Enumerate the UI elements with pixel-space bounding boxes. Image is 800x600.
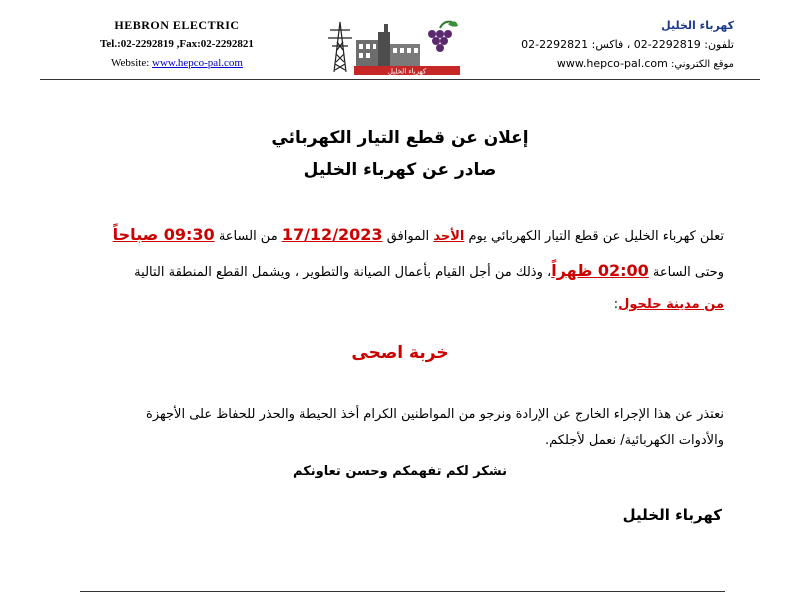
notice-subtitle: صادر عن كهرباء الخليل — [303, 160, 497, 180]
notice-line-1 — [74, 225, 724, 244]
website-line-en — [62, 54, 292, 73]
company-logo — [318, 14, 464, 76]
footer-divider — [80, 591, 725, 592]
line2-text-b: ، وذلك من أجل القيام بأعمال الصيانة والتطوير ، ويشمل القطع المنطقة التالية — [134, 265, 552, 280]
logo-caption: كهرباء الخليل — [387, 67, 427, 76]
outage-location: خربة اصحى — [351, 343, 449, 363]
outage-day: الأحد — [433, 229, 465, 244]
end-time: 02:00 ظهراً — [551, 261, 649, 280]
website-line-ar — [494, 54, 734, 74]
outage-date: 17/12/2023 — [281, 225, 383, 244]
apology-line-2: والأدوات الكهربائية/ نعمل لأجلكم. — [545, 433, 724, 448]
header-english — [62, 16, 292, 73]
area-intro: من مدينة حلحول — [618, 297, 724, 312]
apology-line-1: نعتذر عن هذا الإجراء الخارج عن الإرادة ونرجو من المواطنين الكرام أخذ الحيطة والحذر للحفاظ على الأجهزة — [146, 407, 724, 422]
website-label-en: Website: — [111, 57, 153, 69]
header-divider — [40, 79, 760, 80]
start-time: 09:30 صباحاً — [112, 225, 215, 244]
header-arabic — [494, 16, 734, 74]
line1-text-a: تعلن كهرباء الخليل عن قطع التيار الكهربائي يوم — [464, 229, 724, 244]
notice-line-3 — [74, 297, 724, 312]
line2-text-a: وحتى الساعة — [648, 265, 724, 280]
line1-text-c: من الساعة — [214, 229, 282, 244]
company-name-en: HEBRON ELECTRIC — [114, 18, 240, 32]
website-link-en[interactable]: www.hepco-pal.com — [152, 57, 243, 69]
website-ar: www.hepco-pal.com — [556, 57, 668, 70]
notice-title: إعلان عن قطع التيار الكهربائي — [271, 128, 529, 148]
website-label-ar: موقع الكتروني: — [667, 59, 734, 70]
line1-text-b: الموافق — [382, 229, 434, 244]
phone-fax-en: Tel.:02-2292819 ,Fax:02-2292821 — [100, 38, 254, 50]
thanks-line: نشكر لكم تفهمكم وحسن تعاونكم — [293, 464, 507, 479]
notice-line-2 — [74, 261, 724, 280]
area-colon: : — [613, 297, 619, 312]
company-name-ar: كهرباء الخليل — [661, 19, 734, 32]
phone-fax-ar: تلفون: 2292819-02 ، فاكس: 2292821-02 — [521, 38, 734, 51]
signature: كهرباء الخليل — [622, 506, 722, 524]
